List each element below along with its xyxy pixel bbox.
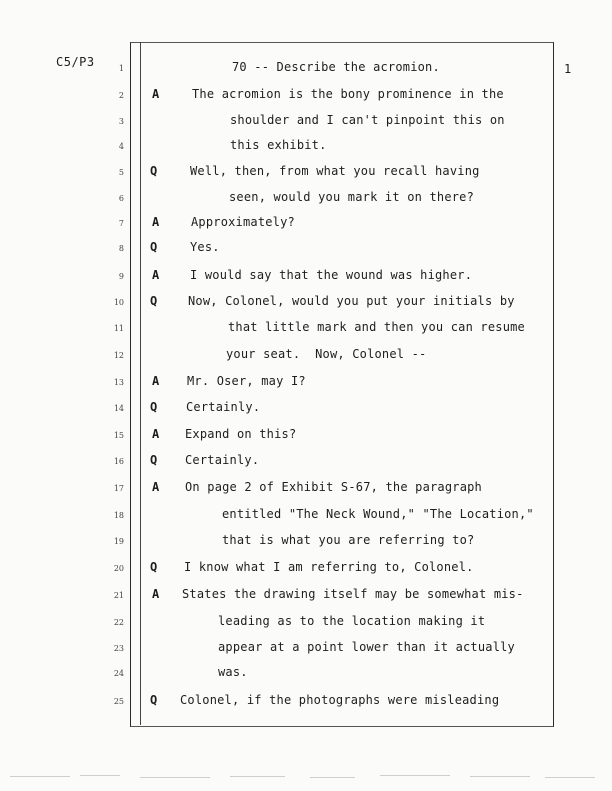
line-text: The acromion is the bony prominence in the (192, 87, 504, 101)
speaker-label: A (152, 587, 160, 601)
speaker-label: Q (150, 693, 158, 707)
line-text: 70 -- Describe the acromion. (232, 60, 440, 74)
line-number: 18 (113, 511, 124, 520)
line-number: 23 (113, 644, 124, 653)
line-text: Certainly. (185, 453, 260, 467)
line-text: was. (218, 665, 248, 679)
speaker-label: A (152, 374, 160, 388)
transcript-line (0, 507, 612, 527)
transcript-line (0, 640, 612, 660)
line-text: that little mark and then you can resume (228, 320, 525, 334)
line-number: 3 (118, 117, 124, 126)
line-number: 11 (113, 324, 124, 333)
speaker-label: A (152, 87, 160, 101)
transcript-line (0, 190, 612, 210)
transcript-line (0, 665, 612, 685)
line-text: Mr. Oser, may I? (187, 374, 306, 388)
transcript-line (0, 400, 612, 420)
transcript-line (0, 215, 612, 235)
line-text: On page 2 of Exhibit S-67, the paragraph (185, 480, 482, 494)
speaker-label: A (152, 480, 160, 494)
transcript-line (0, 480, 612, 500)
transcript-line (0, 693, 612, 713)
line-number: 8 (118, 244, 124, 253)
line-text: Colonel, if the photographs were misleading (180, 693, 500, 707)
line-text: States the drawing itself may be somewhat mis- (182, 587, 524, 601)
line-text: seen, would you mark it on there? (229, 190, 475, 204)
line-number: 14 (113, 404, 124, 413)
line-number: 15 (113, 431, 124, 440)
transcript-line (0, 113, 612, 133)
speaker-label: Q (150, 560, 158, 574)
line-number: 25 (113, 697, 124, 706)
line-text: Certainly. (186, 400, 261, 414)
speaker-label: A (152, 427, 160, 441)
line-text: shoulder and I can't pinpoint this on (230, 113, 505, 127)
line-text: I know what I am referring to, Colonel. (184, 560, 474, 574)
line-text: this exhibit. (230, 138, 327, 152)
transcript-line (0, 320, 612, 340)
scan-noise (0, 772, 612, 782)
transcript-line (0, 164, 612, 184)
transcript-line (0, 453, 612, 473)
speaker-label: Q (150, 453, 158, 467)
transcript-line (0, 587, 612, 607)
transcript-line (0, 347, 612, 367)
speaker-label: Q (150, 400, 158, 414)
line-text: your seat. Now, Colonel -- (226, 347, 427, 361)
line-text: Approximately? (191, 215, 295, 229)
speaker-label: A (152, 268, 160, 282)
line-number: 24 (113, 669, 124, 678)
line-text: appear at a point lower than it actually (218, 640, 515, 654)
header-code: C5/P3 (56, 55, 95, 69)
page-number: 1 (564, 62, 572, 76)
transcript-line (0, 533, 612, 553)
transcript-line (0, 138, 612, 158)
line-number: 13 (113, 378, 124, 387)
transcript-line (0, 374, 612, 394)
line-number: 7 (118, 219, 124, 228)
transcript-line (0, 614, 612, 634)
transcript-line (0, 240, 612, 260)
speaker-label: Q (150, 240, 158, 254)
line-number: 16 (113, 457, 124, 466)
line-number: 10 (113, 298, 124, 307)
transcript-line (0, 560, 612, 580)
transcript-line (0, 268, 612, 288)
line-text: Expand on this? (185, 427, 297, 441)
line-number: 20 (113, 564, 124, 573)
line-text: entitled "The Neck Wound," "The Location," (222, 507, 534, 521)
line-number: 19 (113, 537, 124, 546)
line-number: 2 (118, 91, 124, 100)
line-text: I would say that the wound was higher. (190, 268, 473, 282)
line-number: 5 (118, 168, 124, 177)
line-number: 1 (118, 64, 124, 73)
speaker-label: Q (150, 164, 158, 178)
transcript-line (0, 427, 612, 447)
line-text: that is what you are referring to? (222, 533, 475, 547)
line-number: 21 (113, 591, 124, 600)
speaker-label: Q (150, 294, 158, 308)
line-text: leading as to the location making it (218, 614, 486, 628)
line-number: 12 (113, 351, 124, 360)
speaker-label: A (152, 215, 160, 229)
line-text: Well, then, from what you recall having (190, 164, 480, 178)
line-number: 22 (113, 618, 124, 627)
line-text: Now, Colonel, would you put your initials by (188, 294, 515, 308)
line-number: 17 (113, 484, 124, 493)
transcript-line (0, 87, 612, 107)
line-number: 9 (118, 272, 124, 281)
line-number: 6 (118, 194, 124, 203)
transcript-line (0, 294, 612, 314)
line-text: Yes. (190, 240, 220, 254)
line-number: 4 (118, 142, 124, 151)
transcript-line (0, 60, 612, 80)
